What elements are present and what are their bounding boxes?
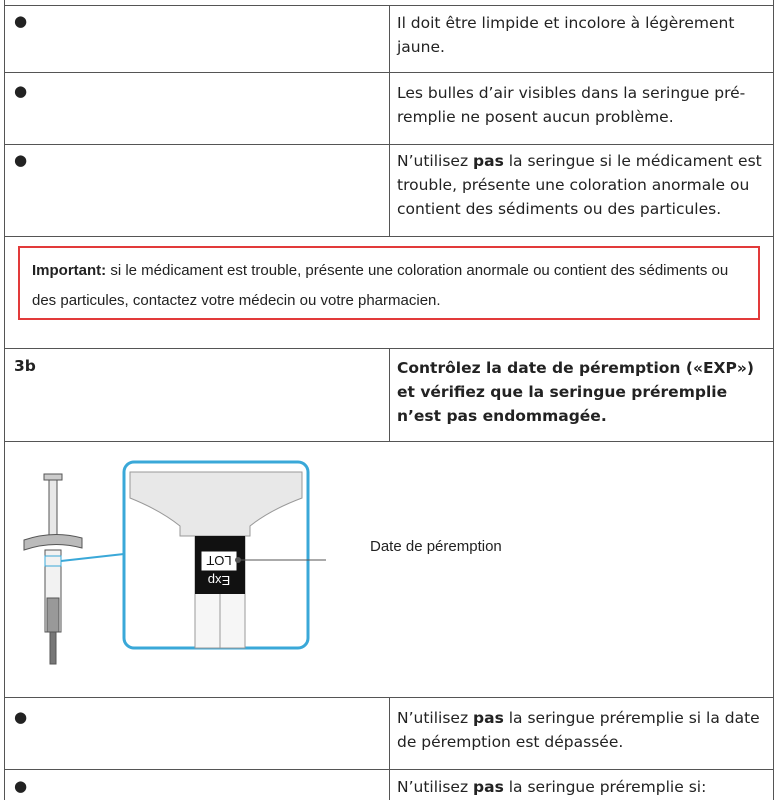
figure-caption: Date de péremption (370, 538, 502, 555)
step-number: 3b (14, 357, 36, 375)
bullet: ● (14, 777, 28, 795)
text-bold: pas (473, 709, 504, 727)
row-line (4, 441, 773, 442)
important-text: si le médicament est trouble, présente une coloration anormale ou contient des sédiments ou des particules, contactez votre médecin ou votre pharmacien. (32, 262, 729, 309)
list-item (397, 149, 769, 221)
bullet: ● (14, 151, 28, 169)
text: N’utilisez (397, 152, 474, 170)
column-divider (389, 348, 390, 441)
step-heading: Contrôlez la date de péremption («EXP») et vérifiez que la seringue préremplie n’est pas endommagée. (397, 359, 754, 425)
syringe-expiry-figure (20, 458, 530, 668)
table-border-right (773, 0, 774, 800)
text: Il doit être limpide et incolore à légèrement jaune. (397, 14, 735, 56)
bullet: ● (14, 12, 28, 30)
column-divider (389, 697, 390, 800)
text: Les bulles d’air visibles dans la seringue pré-remplie ne posent aucun problème. (397, 84, 746, 126)
text-bold: pas (473, 778, 504, 796)
list-item (397, 81, 769, 129)
important-label: Important: (32, 262, 107, 279)
syringe-icon (24, 474, 82, 664)
list-item (397, 775, 769, 799)
text: la seringue préremplie si: (503, 778, 707, 796)
text: la seringue si le médicament est trouble, présente une coloration anormale ou contient des sédiments ou des particules. (397, 152, 762, 218)
list-item (397, 706, 769, 754)
text: N’utilisez (397, 709, 474, 727)
text: N’utilisez (397, 778, 474, 796)
row-line (4, 236, 773, 237)
important-notice (18, 246, 760, 320)
bullet: ● (14, 82, 28, 100)
lot-label: LOT (206, 553, 232, 568)
table-border-left (4, 0, 5, 800)
exp-label: Exp (207, 573, 231, 588)
text: la seringue préremplie si la date de péremption est dépassée. (397, 709, 760, 751)
bullet: ● (14, 708, 28, 726)
text-bold: pas (473, 152, 504, 170)
list-item (397, 11, 769, 59)
column-divider (389, 5, 390, 236)
